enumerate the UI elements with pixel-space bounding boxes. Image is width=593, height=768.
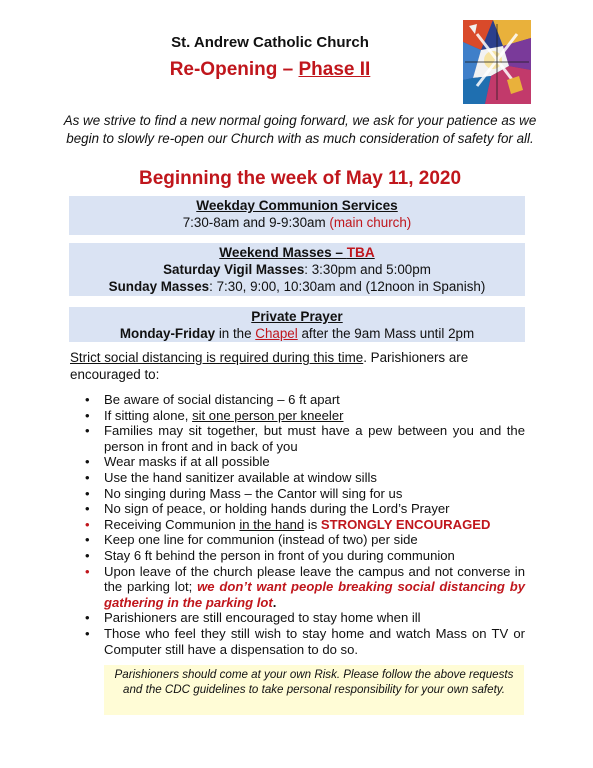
beginning-heading: Beginning the week of May 11, 2020 xyxy=(138,168,462,189)
intro-text: As we strive to find a new normal going forward, we ask for your patience as we begin to slowly re-open our Church with as much consideration of safety for all. xyxy=(63,113,537,146)
list-item-text: Be aware of social distancing – 6 ft apart xyxy=(104,392,340,407)
list-item xyxy=(80,408,525,424)
weekend-tba: TBA xyxy=(346,245,375,260)
strict-distancing-text xyxy=(70,349,530,383)
list-item xyxy=(80,610,525,626)
list-item xyxy=(80,564,525,611)
weekday-heading: Weekday Communion Services xyxy=(196,198,398,213)
list-item-text: Use the hand sanitizer available at window sills xyxy=(104,469,377,485)
saturday-times: : 3:30pm and 5:00pm xyxy=(304,262,431,277)
private-prayer-line xyxy=(69,325,525,342)
list-item xyxy=(80,470,525,486)
list-item xyxy=(80,501,525,517)
list-item-text: Receiving Communion xyxy=(104,516,240,532)
private-prayer-box xyxy=(69,307,525,342)
footer-note: Parishioners should come at your own Risk. Please follow the above requests and the CDC guidelines to take personal responsibility for your own safety. xyxy=(104,665,524,715)
weekday-times: 7:30-8am and 9-9:30am xyxy=(182,215,326,230)
strict-underlined: Strict social distancing is required during this time xyxy=(70,350,364,365)
bullet-icon: • xyxy=(85,485,90,501)
list-item-text: No sign of peace, or holding hands during the Lord’s Prayer xyxy=(104,501,450,517)
list-item xyxy=(80,392,525,408)
list-item xyxy=(80,517,525,533)
church-name: St. Andrew Catholic Church xyxy=(171,34,369,51)
weekday-box xyxy=(69,196,525,235)
guidelines-list xyxy=(80,392,525,657)
saturday-label: Saturday Vigil Masses xyxy=(163,262,305,277)
list-item-text: Families may sit together, but must have a pew between you and the person in front and in back of you xyxy=(104,423,525,454)
list-item-text: Upon leave of the church please leave the campus and not converse in the parking lot; xyxy=(104,563,525,595)
list-item-emphasis: we don’t want people breaking social distancing by gathering in the parking lot xyxy=(104,579,525,610)
saturday-line xyxy=(69,261,525,278)
weekday-location: (main church) xyxy=(329,215,412,230)
list-item-text: Wear masks if at all possible xyxy=(104,454,270,470)
bullet-icon: • xyxy=(85,516,90,532)
bullet-icon: • xyxy=(85,563,90,579)
bullet-icon: • xyxy=(85,625,90,641)
weekday-times-line xyxy=(69,214,525,231)
bullet-icon: • xyxy=(85,501,90,517)
phase-prefix: Re-Opening – xyxy=(169,59,299,80)
bullet-icon: • xyxy=(85,392,90,407)
bullet-icon: • xyxy=(85,423,90,439)
bullet-icon: • xyxy=(85,407,90,423)
list-item-text: If sitting alone, xyxy=(104,407,193,423)
phase-label: Phase II xyxy=(298,59,371,80)
bullet-icon: • xyxy=(85,454,90,470)
list-item xyxy=(80,532,525,548)
list-item xyxy=(80,548,525,564)
list-item xyxy=(80,486,525,502)
list-item-text: No singing during Mass – the Cantor will sing for us xyxy=(104,485,403,501)
list-item-text: is xyxy=(304,516,321,532)
sunday-line xyxy=(69,278,525,295)
phase-title xyxy=(130,59,410,81)
stained-glass-icon xyxy=(463,20,531,104)
strict-rest: . Parishioners are encouraged to: xyxy=(70,350,469,382)
bullet-icon: • xyxy=(85,610,90,626)
weekend-heading-text: Weekend Masses – xyxy=(219,245,347,260)
list-item xyxy=(80,454,525,470)
bullet-icon: • xyxy=(85,547,90,563)
list-item-text: Parishioners are still encouraged to stay home when ill xyxy=(104,610,421,626)
list-item-text: . xyxy=(272,594,277,610)
list-item xyxy=(80,626,525,657)
private-prayer-heading: Private Prayer xyxy=(251,309,343,324)
bullet-icon: • xyxy=(85,532,90,548)
sunday-times: : 7:30, 9:00, 10:30am and (12noon in Spanish) xyxy=(209,279,486,294)
list-item-emphasis: STRONGLY ENCOURAGED xyxy=(320,516,491,532)
weekend-heading xyxy=(69,244,525,261)
list-item-text: Those who feel they still wish to stay home and watch Mass on TV or Computer still have a dispensation to do so. xyxy=(104,625,525,657)
list-item-text: Keep one line for communion (instead of two) per side xyxy=(104,532,418,548)
prayer-chapel: Chapel xyxy=(255,326,298,341)
list-item xyxy=(80,423,525,454)
weekend-box xyxy=(69,243,525,296)
list-item-underlined: sit one person per kneeler xyxy=(192,407,344,423)
bullet-icon: • xyxy=(85,469,90,485)
stained-glass-graphic xyxy=(463,20,531,104)
prayer-rest: after the 9am Mass until 2pm xyxy=(297,326,475,341)
list-item-underlined: in the hand xyxy=(239,516,305,532)
list-item-text: Stay 6 ft behind the person in front of you during communion xyxy=(104,547,455,563)
prayer-in-the: in the xyxy=(215,326,256,341)
prayer-days: Monday-Friday xyxy=(119,326,216,341)
sunday-label: Sunday Masses xyxy=(108,279,210,294)
